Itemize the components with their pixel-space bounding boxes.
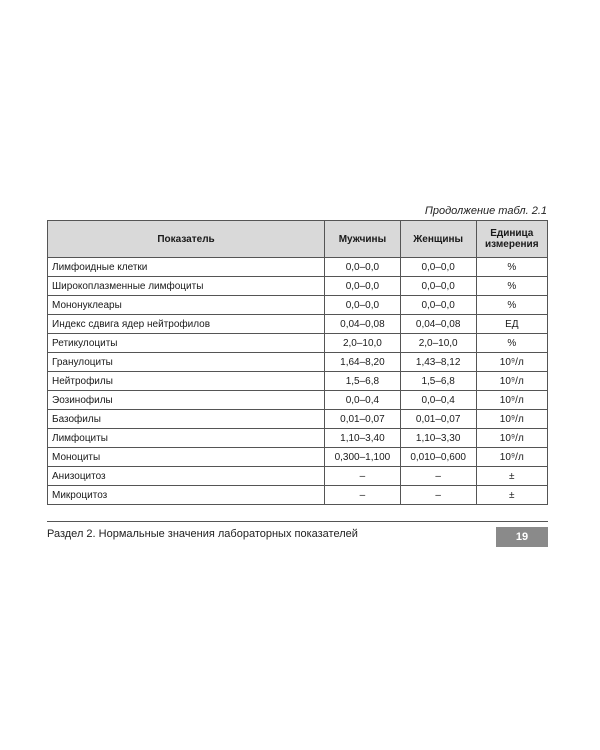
header-unit-line1: Единица bbox=[490, 228, 534, 239]
cell-indicator: Нейтрофилы bbox=[48, 372, 325, 391]
cell-indicator: Индекс сдвига ядер нейтрофилов bbox=[48, 315, 325, 334]
cell-men: 1,10–3,40 bbox=[325, 429, 401, 448]
cell-women: 0,0–0,0 bbox=[400, 277, 476, 296]
table-body bbox=[48, 258, 548, 505]
cell-men: 0,0–0,0 bbox=[325, 296, 401, 315]
cell-unit: % bbox=[476, 334, 547, 353]
cell-indicator: Микроцитоз bbox=[48, 486, 325, 505]
table-row bbox=[48, 258, 548, 277]
cell-unit: % bbox=[476, 258, 547, 277]
cell-indicator: Мононуклеары bbox=[48, 296, 325, 315]
cell-women: 2,0–10,0 bbox=[400, 334, 476, 353]
header-women: Женщины bbox=[400, 221, 476, 258]
cell-women: 0,04–0,08 bbox=[400, 315, 476, 334]
cell-men: 0,04–0,08 bbox=[325, 315, 401, 334]
cell-unit: 10⁹/л bbox=[476, 391, 547, 410]
cell-unit: % bbox=[476, 296, 547, 315]
cell-unit: 10⁹/л bbox=[476, 448, 547, 467]
cell-unit: ЕД bbox=[476, 315, 547, 334]
cell-men: 1,5–6,8 bbox=[325, 372, 401, 391]
cell-women: 0,01–0,07 bbox=[400, 410, 476, 429]
cell-women: 1,5–6,8 bbox=[400, 372, 476, 391]
cell-men: 0,0–0,0 bbox=[325, 258, 401, 277]
cell-women: – bbox=[400, 486, 476, 505]
cell-women: 0,0–0,4 bbox=[400, 391, 476, 410]
cell-women: 1,10–3,30 bbox=[400, 429, 476, 448]
lab-values-table bbox=[47, 220, 548, 505]
table-row bbox=[48, 391, 548, 410]
header-indicator: Показатель bbox=[48, 221, 325, 258]
table-row bbox=[48, 410, 548, 429]
cell-men: 0,01–0,07 bbox=[325, 410, 401, 429]
table-header bbox=[48, 221, 548, 258]
cell-unit: 10⁹/л bbox=[476, 410, 547, 429]
cell-unit: ± bbox=[476, 467, 547, 486]
table-row bbox=[48, 277, 548, 296]
table-row bbox=[48, 334, 548, 353]
cell-men: 0,300–1,100 bbox=[325, 448, 401, 467]
table-row bbox=[48, 315, 548, 334]
table-row bbox=[48, 448, 548, 467]
cell-women: – bbox=[400, 467, 476, 486]
cell-indicator: Ретикулоциты bbox=[48, 334, 325, 353]
cell-unit: 10⁹/л bbox=[476, 429, 547, 448]
cell-men: 0,0–0,0 bbox=[325, 277, 401, 296]
cell-indicator: Анизоцитоз bbox=[48, 467, 325, 486]
cell-indicator: Лимфоциты bbox=[48, 429, 325, 448]
table-row bbox=[48, 486, 548, 505]
table-row bbox=[48, 353, 548, 372]
cell-indicator: Эозинофилы bbox=[48, 391, 325, 410]
cell-unit: ± bbox=[476, 486, 547, 505]
page-number: 19 bbox=[496, 527, 548, 547]
cell-men: 0,0–0,4 bbox=[325, 391, 401, 410]
cell-unit: 10⁹/л bbox=[476, 372, 547, 391]
header-row bbox=[48, 221, 548, 258]
table-caption: Продолжение табл. 2.1 bbox=[424, 205, 547, 217]
header-men: Мужчины bbox=[325, 221, 401, 258]
cell-indicator: Моноциты bbox=[48, 448, 325, 467]
section-title: Раздел 2. Нормальные значения лабораторных показателей bbox=[47, 528, 358, 540]
cell-indicator: Широкоплазменные лимфоциты bbox=[48, 277, 325, 296]
cell-women: 0,0–0,0 bbox=[400, 296, 476, 315]
table-row bbox=[48, 296, 548, 315]
cell-men: 2,0–10,0 bbox=[325, 334, 401, 353]
page-footer bbox=[47, 521, 548, 546]
table-row bbox=[48, 372, 548, 391]
cell-indicator: Базофилы bbox=[48, 410, 325, 429]
table-row bbox=[48, 429, 548, 448]
header-unit bbox=[476, 221, 547, 258]
cell-women: 0,010–0,600 bbox=[400, 448, 476, 467]
cell-unit: 10⁹/л bbox=[476, 353, 547, 372]
cell-indicator: Лимфоидные клетки bbox=[48, 258, 325, 277]
cell-men: – bbox=[325, 486, 401, 505]
cell-women: 0,0–0,0 bbox=[400, 258, 476, 277]
cell-indicator: Гранулоциты bbox=[48, 353, 325, 372]
cell-women: 1,43–8,12 bbox=[400, 353, 476, 372]
cell-men: 1,64–8,20 bbox=[325, 353, 401, 372]
header-unit-line2: измерения bbox=[485, 239, 539, 250]
cell-unit: % bbox=[476, 277, 547, 296]
cell-men: – bbox=[325, 467, 401, 486]
table-row bbox=[48, 467, 548, 486]
